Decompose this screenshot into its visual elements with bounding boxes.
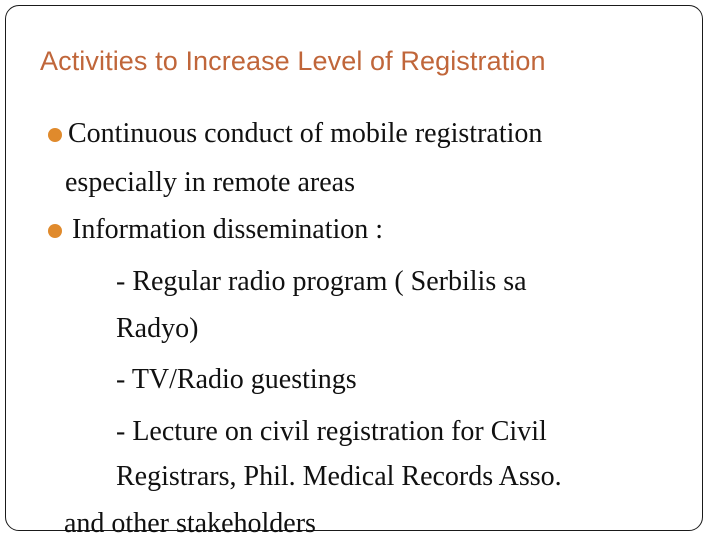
- bullet-dot-1: [48, 128, 62, 142]
- sub-line-6: and other stakeholders: [64, 508, 316, 539]
- sub-line-5: Registrars, Phil. Medical Records Asso.: [116, 461, 562, 492]
- bullet-2-line-1: Information dissemination :: [72, 214, 384, 245]
- sub-line-3: - TV/Radio guestings: [116, 364, 357, 395]
- bullet-dot-2: [48, 224, 62, 238]
- sub-line-1: - Regular radio program ( Serbilis sa: [116, 266, 527, 297]
- bullet-1-line-1: Continuous conduct of mobile registration: [68, 118, 543, 149]
- sub-line-2: Radyo): [116, 313, 199, 344]
- bullet-1-line-2: especially in remote areas: [65, 167, 355, 198]
- slide-title: Activities to Increase Level of Registration: [40, 46, 546, 76]
- sub-line-4: - Lecture on civil registration for Civil: [116, 416, 547, 447]
